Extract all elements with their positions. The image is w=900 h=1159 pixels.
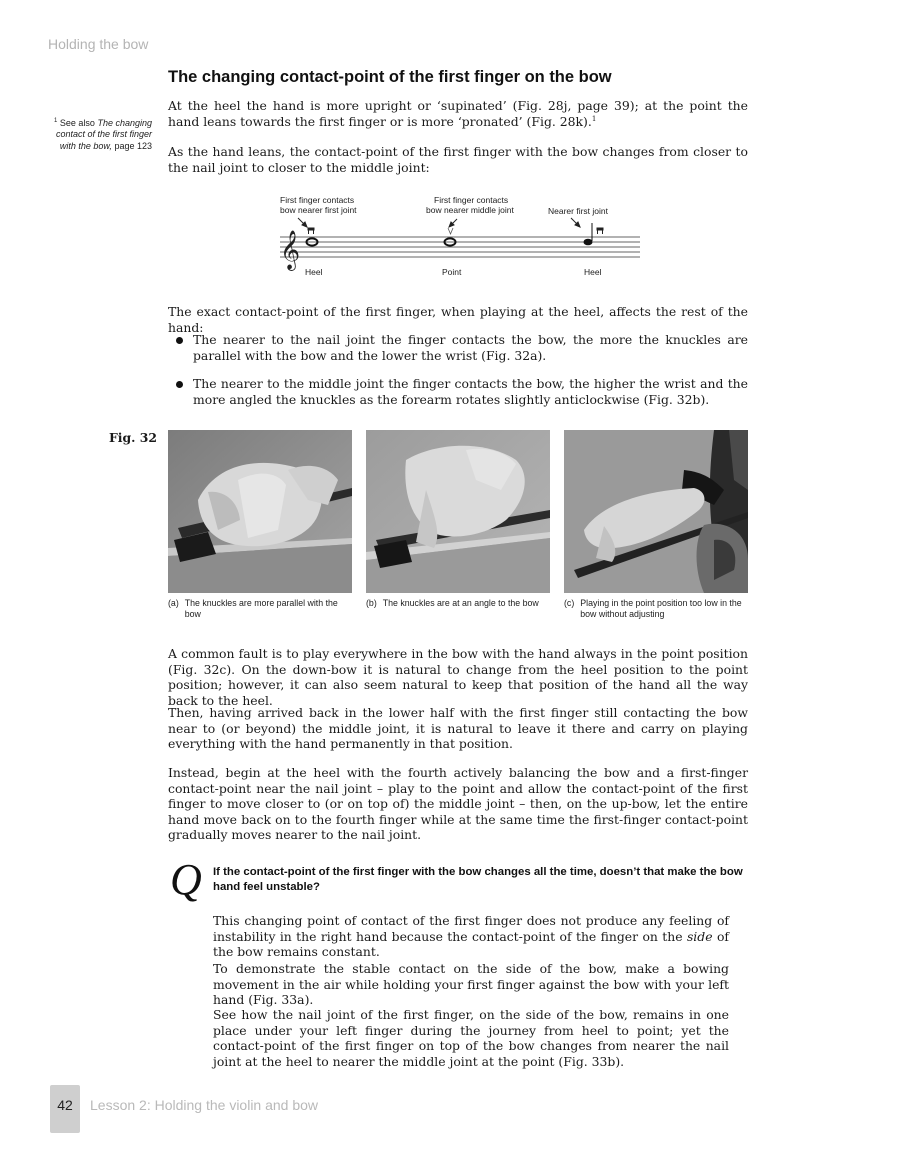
list-item: The nearer to the middle joint the finger contacts the bow, the higher the wrist and the more angled the knuckles as the forearm rotates slightly anticlockwise (Fig. 32b). <box>168 376 748 407</box>
paragraph-supination-text: At the heel the hand is more upright or ‘supinated’ (Fig. 28j, page 39); at the point the hand leans towards the first finger or is more ‘pronated’ (Fig. 28k). <box>168 98 748 129</box>
photo-c <box>564 430 748 593</box>
running-head: Holding the bow <box>48 36 149 52</box>
photo-a <box>168 430 352 593</box>
caption-c <box>564 598 754 619</box>
figure-label: Fig. 32 <box>109 430 158 445</box>
caption-b <box>366 598 550 609</box>
paragraph-supination <box>168 98 748 129</box>
paragraph-common-fault: A common fault is to play everywhere in the bow with the hand always in the point position (Fig. 32c). On the down-bow it is natural to change from the heel position to the point position; however, it can also seem natural to keep that position of the hand all the way back to the heel. <box>168 646 748 708</box>
notation-position-heel-1: Heel <box>305 267 323 277</box>
list-item: The nearer to the nail joint the finger contacts the bow, the more the knuckles are parallel with the bow and the lower the wrist (Fig. 32a). <box>168 332 748 363</box>
notation-position-heel-2: Heel <box>584 267 602 277</box>
section-heading: The changing contact-point of the first finger on the bow <box>168 68 612 86</box>
caption-a <box>168 598 352 619</box>
footnote-marker: 1 <box>591 114 597 123</box>
caption-b-letter: (b) <box>366 598 377 608</box>
paragraph-then: Then, having arrived back in the lower half with the first finger still contacting the bow near to (or beyond) the middle joint, it is natural to leave it there and carry on playing everything with the hand permanently in that position. <box>168 705 748 752</box>
bullet-icon <box>176 337 183 344</box>
bullet-list <box>168 332 748 407</box>
question-mark-glyph: Q <box>170 855 202 904</box>
photo-b <box>366 430 550 593</box>
answer-emphasis: side <box>686 928 713 944</box>
footer-title: Lesson 2: Holding the violin and bow <box>90 1097 319 1113</box>
answer-paragraph-3: See how the nail joint of the first finger, on the side of the bow, remains in one place under your left finger during the journey from heel to point; yet the contact-point of the first finger on top of the bow changes from nearer the nail joint at the heel to nearer the middle joint at the point (Fig. 33b). <box>213 1007 729 1069</box>
notation-position-point: Point <box>442 267 462 277</box>
arrow-icon <box>298 218 580 227</box>
margin-note <box>48 116 152 152</box>
answer-paragraph-2: To demonstrate the stable contact on the side of the bow, make a bowing movement in the air while holding your first finger against the bow with your left hand (Fig. 33a). <box>213 961 729 1008</box>
notation-label-1: First finger contacts bow nearer first joint <box>280 195 357 215</box>
caption-b-text: The knuckles are at an angle to the bow <box>382 598 539 608</box>
caption-c-text: Playing in the point position too low in the bow without adjusting <box>580 598 742 619</box>
answer-paragraph-1: This changing point of contact of the first finger does not produce any feeling of instability in the right hand because the contact-point of the finger on the side of the bow remains constant. <box>213 913 729 960</box>
margin-note-reference: The changing contact of the first finger with the bow, <box>55 118 152 151</box>
up-bow-icon <box>448 228 453 234</box>
margin-note-page: page 123 <box>114 140 152 151</box>
down-bow-icon <box>308 228 603 234</box>
margin-note-prefix: See also <box>59 118 95 128</box>
caption-c-letter: (c) <box>564 598 575 608</box>
notation-label-2: First finger contacts bow nearer middle joint <box>426 195 514 215</box>
notation-label-3: Nearer first joint <box>548 206 608 216</box>
paragraph-hand-leans: As the hand leans, the contact-point of the first finger with the bow changes from closer to the nail joint to closer to the middle joint: <box>168 144 748 175</box>
notation-figure <box>270 193 650 283</box>
paragraph-exact-contact: The exact contact-point of the first finger, when playing at the heel, affects the rest of the hand: <box>168 304 748 335</box>
question-heading: If the contact-point of the first finger with the bow changes all the time, doesn’t that make the bow hand feel unstable? <box>213 866 743 893</box>
caption-a-text: The knuckles are more parallel with the bow <box>184 598 338 619</box>
page-number: 42 <box>57 1097 73 1113</box>
paragraph-instead: Instead, begin at the heel with the fourth actively balancing the bow and a first-finger contact-point near the nail joint – play to the point and allow the contact-point of the first finger to move closer to (or on top of) the middle joint – then, on the up-bow, let the entire hand move back on to the fourth finger while at the same time the first-finger contact-point gradually moves nearer to the nail joint. <box>168 765 748 843</box>
bullet-icon <box>176 381 183 388</box>
treble-clef-icon: 𝄞 <box>280 230 301 270</box>
margin-note-number: 1 <box>54 118 58 124</box>
caption-a-letter: (a) <box>168 598 179 608</box>
